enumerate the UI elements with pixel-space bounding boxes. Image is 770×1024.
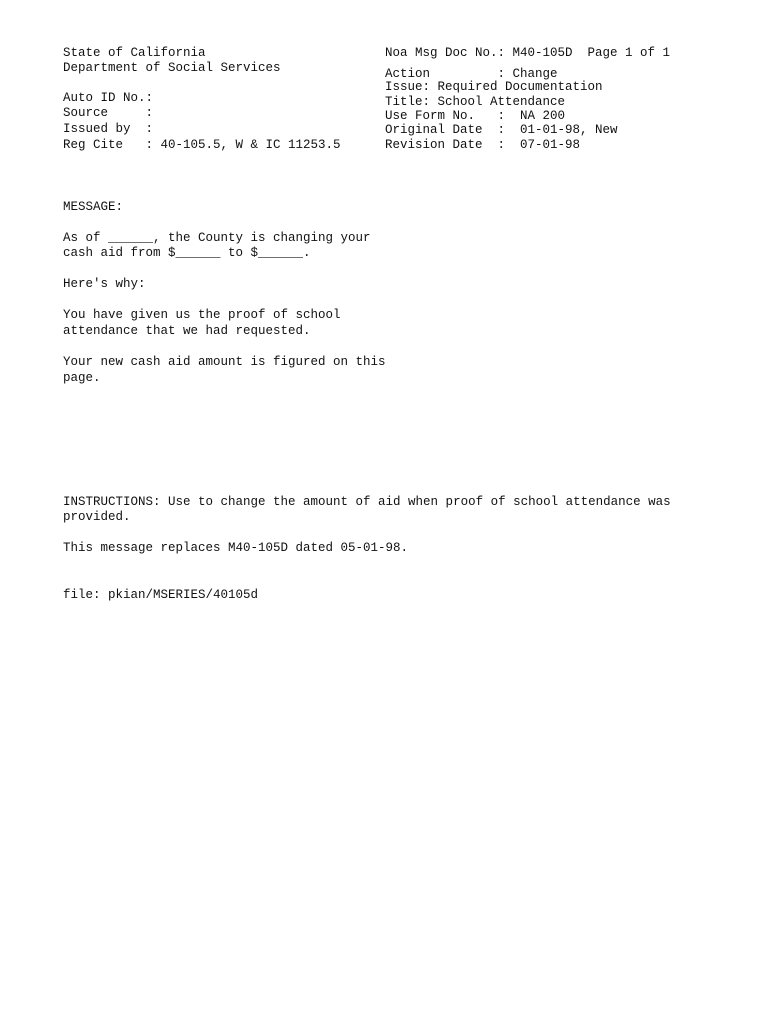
issue-field: Issue: Required Documentation [385, 80, 603, 94]
message-paragraph-3-line-1: You have given us the proof of school [63, 308, 341, 322]
message-heading: MESSAGE: [63, 200, 124, 214]
doc-number: Noa Msg Doc No.: M40-105D Page 1 of 1 [385, 46, 671, 60]
issued-by-field: Issued by : [63, 122, 154, 136]
auto-id-field: Auto ID No.: [63, 91, 154, 105]
message-paragraph-1-line-2: cash aid from $______ to $______. [63, 246, 311, 260]
instructions-line-2: provided. [63, 510, 131, 524]
original-date-field: Original Date : 01-01-98, New [385, 123, 618, 137]
title-field: Title: School Attendance [385, 95, 566, 109]
state-name: State of California [63, 46, 206, 60]
revision-date-field: Revision Date : 07-01-98 [385, 138, 581, 152]
use-form-field: Use Form No. : NA 200 [385, 109, 566, 123]
source-field: Source : [63, 106, 154, 120]
message-paragraph-4-line-1: Your new cash aid amount is figured on this [63, 355, 386, 369]
instructions-line-1: INSTRUCTIONS: Use to change the amount of aid when proof of school attendance was [63, 495, 671, 509]
action-field: Action : Change [385, 67, 558, 81]
message-paragraph-1-line-1: As of ______, the County is changing your [63, 231, 371, 245]
message-paragraph-2: Here's why: [63, 277, 146, 291]
file-path: file: pkian/MSERIES/40105d [63, 588, 259, 602]
message-paragraph-3-line-2: attendance that we had requested. [63, 324, 311, 338]
message-paragraph-4-line-2: page. [63, 371, 101, 385]
reg-cite-field: Reg Cite : 40-105.5, W & IC 11253.5 [63, 138, 341, 152]
department-name: Department of Social Services [63, 61, 281, 75]
replaces-note: This message replaces M40-105D dated 05-01-98. [63, 541, 409, 555]
